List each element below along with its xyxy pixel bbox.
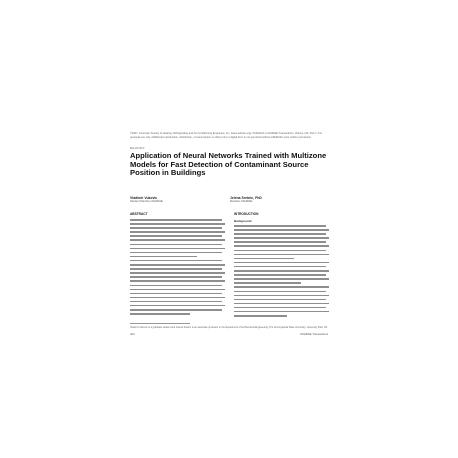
author-1	[130, 196, 163, 203]
copyright-note: ©2007, American Society of Heating, Refrigerating and Air-Conditioning Engineers, Inc. (www.ashrae.org). Published in ASHRAE Transactions, Volume 113, Part 1. For personal use only. Additional reproduction, distribution, or transmission in either print or digital form is not permitted without ASHRAE's prior written permission.	[130, 132, 323, 139]
text-line	[130, 231, 225, 233]
author-name: Vladimir Vukovic	[130, 196, 158, 200]
text-line	[234, 266, 326, 268]
text-line	[234, 250, 326, 252]
author-affiliation: Member ASHRAE	[230, 199, 253, 203]
text-line	[130, 272, 225, 274]
abstract-text-lines	[130, 219, 228, 315]
author-2	[230, 196, 262, 203]
text-line	[234, 315, 287, 317]
text-line	[130, 276, 222, 278]
text-line	[130, 313, 190, 315]
text-line	[130, 219, 222, 221]
text-line	[234, 278, 329, 280]
text-line	[234, 241, 326, 243]
text-line	[130, 309, 222, 311]
text-line	[234, 229, 329, 231]
text-line	[234, 254, 329, 256]
text-line	[234, 270, 329, 272]
author-name: Jelena Srebric, PhD	[230, 196, 262, 200]
text-line	[234, 303, 329, 305]
text-line	[130, 244, 222, 246]
paper-id: DA-07-017	[130, 146, 145, 150]
text-line	[130, 252, 222, 254]
introduction-text-lines	[234, 225, 332, 317]
text-line	[234, 258, 294, 260]
text-line	[130, 285, 222, 287]
text-line	[130, 301, 222, 303]
author-footnote: Vladimir Vukovic is a graduate student and Jelena Srebric is an associate professor in the Department of Architectural Engineering, The Pennsylvania State University, University Park, PA.	[130, 326, 328, 329]
text-line	[130, 260, 222, 262]
text-line	[234, 262, 329, 264]
abstract-column	[130, 212, 228, 317]
page-number: 424	[130, 332, 135, 336]
text-line	[234, 225, 326, 227]
text-line	[234, 237, 329, 239]
text-line	[234, 286, 329, 288]
text-line	[130, 256, 197, 258]
journal-name: ASHRAE Transactions	[300, 332, 329, 336]
text-line	[234, 291, 326, 293]
text-line	[234, 299, 326, 301]
paper-title: Application of Neural Networks Trained with Multizone Models for Fast Detection of Contaminant Source Position in Buildings	[130, 151, 327, 178]
text-line	[234, 295, 329, 297]
text-line	[234, 245, 329, 247]
abstract-heading: ABSTRACT	[130, 212, 148, 216]
text-line	[130, 293, 222, 295]
text-line	[234, 274, 326, 276]
text-line	[234, 311, 329, 313]
background-heading: Background	[234, 219, 252, 223]
text-line	[130, 223, 225, 225]
text-line	[130, 239, 225, 241]
author-block	[130, 196, 330, 206]
author-affiliation: Student Member ASHRAE	[130, 199, 163, 203]
text-line	[130, 297, 225, 299]
text-line	[130, 268, 222, 270]
text-line	[130, 235, 222, 237]
text-line	[130, 248, 225, 250]
introduction-column	[234, 212, 332, 319]
text-line	[130, 227, 222, 229]
footnote-rule	[130, 323, 190, 324]
text-line	[130, 305, 225, 307]
introduction-heading: INTRODUCTION	[234, 212, 259, 216]
text-line	[130, 264, 225, 266]
text-line	[130, 280, 225, 282]
text-line	[130, 289, 225, 291]
text-line	[234, 282, 301, 284]
text-line	[234, 233, 326, 235]
text-line	[234, 307, 326, 309]
